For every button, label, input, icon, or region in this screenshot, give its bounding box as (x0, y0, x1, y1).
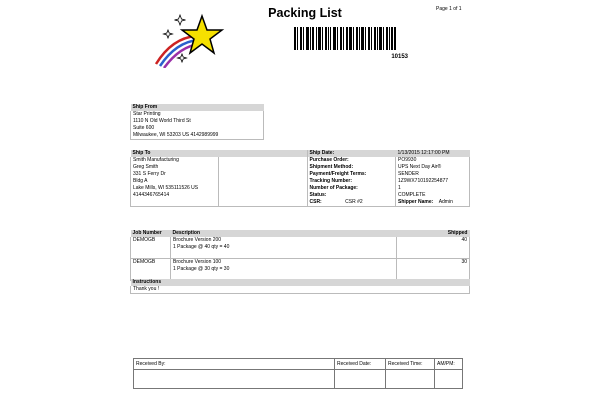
csr2-label: CSR #2 (345, 199, 363, 205)
ship-from-table (130, 104, 264, 140)
ship-from-line: Milwaukee, WI 53203 US 4142989999 (131, 132, 264, 140)
jobs-table (130, 230, 470, 281)
page-title: Packing List (268, 6, 342, 20)
ship-from-line: Star Printing (131, 111, 264, 118)
shipped-qty: 40 (397, 237, 470, 259)
status-value: COMPLETE (396, 192, 470, 199)
description-header: Description (171, 230, 397, 237)
purchase-order-value: PO9930 (396, 157, 470, 164)
shipper-cell (396, 199, 470, 207)
received-time-label: Received Time: (386, 359, 435, 370)
received-date-field[interactable] (335, 370, 386, 389)
ship-to-line: Bldg A (131, 178, 219, 185)
received-by-field[interactable] (134, 370, 335, 389)
ship-date-value: 1/13/2015 12:17:00 PM (396, 150, 470, 157)
ampm-field[interactable] (435, 370, 463, 389)
ship-from-line: Suite 600 (131, 125, 264, 132)
package-count-label: Number of Package: (307, 185, 396, 192)
received-time-field[interactable] (386, 370, 435, 389)
ship-date-label: Ship Date: (307, 150, 396, 157)
shipper-value: Admin (438, 199, 453, 205)
ship-to-line: Smith Manufacturing (131, 157, 219, 164)
ship-to-table (130, 150, 470, 207)
job-detail: 1 Package @ 40 qty = 40 (173, 244, 230, 250)
received-by-label: Received By: (134, 359, 335, 370)
job-detail: 1 Package @ 30 qty = 30 (173, 266, 230, 272)
shipment-method-label: Shipment Method: (307, 164, 396, 171)
ship-to-line: 331 S Ferry Dr (131, 171, 219, 178)
table-row (131, 237, 470, 259)
job-number-header: Job Number (131, 230, 171, 237)
csr-cell (307, 199, 396, 207)
job-number: DEMOGB (131, 259, 171, 281)
ship-from-heading: Ship From (131, 104, 264, 111)
shipper-label: Shipper Name: (398, 199, 434, 205)
barcode-number: 10153 (391, 54, 408, 60)
job-description: Brochure Version 100 (173, 259, 222, 265)
received-table (133, 358, 463, 389)
package-count-value: 1 (396, 185, 470, 192)
barcode (294, 27, 396, 50)
csr-label: CSR: (309, 199, 322, 205)
shipped-qty: 30 (397, 259, 470, 281)
instructions-text: Thank you ! (131, 286, 470, 294)
tracking-number-value: 1Z9WX710192254877 (396, 178, 470, 185)
ampm-label: AM/PM: (435, 359, 463, 370)
received-date-label: Received Date: (335, 359, 386, 370)
shipped-header: Shipped (397, 230, 470, 237)
shooting-star-logo (152, 12, 228, 68)
payment-terms-value: SENDER (396, 171, 470, 178)
ship-to-line: Lake Mills, WI 535111526 US (131, 185, 219, 192)
purchase-order-label: Purchase Order: (307, 157, 396, 164)
ship-to-line: 4144346765414 (131, 192, 219, 199)
job-number: DEMOGB (131, 237, 171, 259)
ship-to-heading: Ship To (131, 150, 219, 157)
instructions-table (130, 279, 470, 294)
payment-terms-label: Payment/Freight Terms: (307, 171, 396, 178)
ship-to-line: Greg Smith (131, 164, 219, 171)
status-label: Status: (307, 192, 396, 199)
shipment-method-value: UPS Next Day Air® (396, 164, 470, 171)
ship-from-line: 1110 N Old World Third St (131, 118, 264, 125)
page-number: Page 1 of 1 (436, 6, 462, 12)
tracking-number-label: Tracking Number: (307, 178, 396, 185)
instructions-heading: Instructions (131, 279, 470, 286)
job-description: Brochure Version 200 (173, 237, 222, 243)
table-row (131, 259, 470, 281)
